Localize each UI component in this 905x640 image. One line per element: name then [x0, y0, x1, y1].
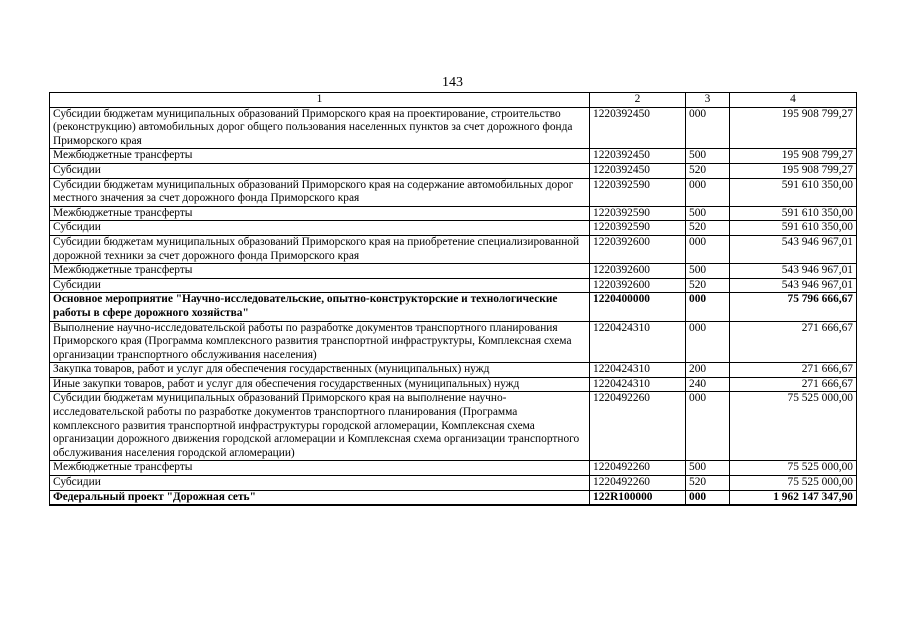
table-row: [50, 107, 857, 149]
row-code-cell: 1220392450: [590, 149, 686, 164]
row-amount-cell: 75 525 000,00: [730, 476, 857, 491]
row-name-cell: Межбюджетные трансферты: [50, 461, 590, 476]
row-code-cell: 1220392450: [590, 163, 686, 178]
row-code-cell: 1220392600: [590, 278, 686, 293]
row-kind-cell: 000: [686, 293, 730, 321]
row-kind-cell: 000: [686, 178, 730, 206]
table-row: [50, 476, 857, 491]
table-row: [50, 321, 857, 363]
table-row: [50, 206, 857, 221]
row-name-cell: Субсидии: [50, 476, 590, 491]
row-kind-cell: 000: [686, 321, 730, 363]
row-kind-cell: 500: [686, 461, 730, 476]
table-row: [50, 235, 857, 263]
row-amount-cell: 271 666,67: [730, 363, 857, 378]
row-amount-cell: 1 962 147 347,90: [730, 490, 857, 505]
row-kind-cell: 520: [686, 476, 730, 491]
row-code-cell: 1220400000: [590, 293, 686, 321]
row-name-cell: Межбюджетные трансферты: [50, 149, 590, 164]
row-code-cell: 1220424310: [590, 363, 686, 378]
row-amount-cell: 75 796 666,67: [730, 293, 857, 321]
row-kind-cell: 000: [686, 392, 730, 461]
row-name-cell: Субсидии бюджетам муниципальных образований Приморского края на приобретение специализированной дорожной техники за счет дорожного фонда Приморского края: [50, 235, 590, 263]
row-name-cell: Иные закупки товаров, работ и услуг для обеспечения государственных (муниципальных) нужд: [50, 377, 590, 392]
header-col-4: 4: [730, 93, 857, 108]
table-row: [50, 278, 857, 293]
row-name-cell: Субсидии: [50, 163, 590, 178]
row-code-cell: 1220392590: [590, 178, 686, 206]
row-kind-cell: 500: [686, 264, 730, 279]
table-header-row: [50, 93, 857, 108]
table-row: [50, 461, 857, 476]
row-name-cell: Субсидии бюджетам муниципальных образований Приморского края на содержание автомобильных дорог местного значения за счет дорожного фонда Приморского края: [50, 178, 590, 206]
table-row: [50, 293, 857, 321]
row-amount-cell: 543 946 967,01: [730, 264, 857, 279]
row-name-cell: Межбюджетные трансферты: [50, 264, 590, 279]
table-row: [50, 363, 857, 378]
row-kind-cell: 500: [686, 206, 730, 221]
row-kind-cell: 520: [686, 221, 730, 236]
row-name-cell: Основное мероприятие "Научно-исследовательские, опытно-конструкторские и технологические работы в сфере дорожного хозяйства": [50, 293, 590, 321]
table-row: [50, 149, 857, 164]
row-code-cell: 1220424310: [590, 321, 686, 363]
budget-table: [49, 92, 857, 506]
row-code-cell: 1220392600: [590, 264, 686, 279]
row-amount-cell: 591 610 350,00: [730, 221, 857, 236]
row-name-cell: Федеральный проект "Дорожная сеть": [50, 490, 590, 505]
table-body: [50, 107, 857, 505]
row-amount-cell: 195 908 799,27: [730, 107, 857, 149]
row-amount-cell: 195 908 799,27: [730, 149, 857, 164]
table-row: [50, 392, 857, 461]
row-kind-cell: 000: [686, 235, 730, 263]
row-kind-cell: 520: [686, 163, 730, 178]
table-row: [50, 490, 857, 505]
row-code-cell: 1220492260: [590, 461, 686, 476]
table-row: [50, 163, 857, 178]
row-amount-cell: 271 666,67: [730, 321, 857, 363]
row-code-cell: 1220392600: [590, 235, 686, 263]
table-row: [50, 264, 857, 279]
header-col-3: 3: [686, 93, 730, 108]
row-name-cell: Субсидии: [50, 278, 590, 293]
row-amount-cell: 195 908 799,27: [730, 163, 857, 178]
row-code-cell: 1220492260: [590, 392, 686, 461]
page-number: 143: [442, 75, 463, 90]
row-amount-cell: 591 610 350,00: [730, 178, 857, 206]
row-code-cell: 1220492260: [590, 476, 686, 491]
header-col-1: 1: [50, 93, 590, 108]
row-kind-cell: 000: [686, 490, 730, 505]
row-kind-cell: 240: [686, 377, 730, 392]
row-code-cell: 1220392590: [590, 206, 686, 221]
row-amount-cell: 543 946 967,01: [730, 235, 857, 263]
row-kind-cell: 500: [686, 149, 730, 164]
header-col-2: 2: [590, 93, 686, 108]
table-row: [50, 377, 857, 392]
row-amount-cell: 591 610 350,00: [730, 206, 857, 221]
row-name-cell: Субсидии: [50, 221, 590, 236]
row-name-cell: Субсидии бюджетам муниципальных образований Приморского края на выполнение научно-исследовательской работы по разработке документов транспортного планирования (Программа комплексного развития транспортной инфраструктуры городской агломерации, Комплексная схема организации дорожного движения городской агломерации и Комплексная схема организации транспортного обслуживания населения городской агломерации): [50, 392, 590, 461]
table-row: [50, 221, 857, 236]
table-row: [50, 178, 857, 206]
row-code-cell: 1220424310: [590, 377, 686, 392]
row-kind-cell: 520: [686, 278, 730, 293]
row-amount-cell: 271 666,67: [730, 377, 857, 392]
row-name-cell: Межбюджетные трансферты: [50, 206, 590, 221]
row-amount-cell: 75 525 000,00: [730, 392, 857, 461]
row-kind-cell: 000: [686, 107, 730, 149]
row-kind-cell: 200: [686, 363, 730, 378]
row-amount-cell: 543 946 967,01: [730, 278, 857, 293]
row-name-cell: Субсидии бюджетам муниципальных образований Приморского края на проектирование, строительство (реконструкцию) автомобильных дорог общего пользования населенных пунктов за счет дорожного фонда Приморского края: [50, 107, 590, 149]
row-name-cell: Закупка товаров, работ и услуг для обеспечения государственных (муниципальных) нужд: [50, 363, 590, 378]
row-code-cell: 122R100000: [590, 490, 686, 505]
row-code-cell: 1220392450: [590, 107, 686, 149]
row-amount-cell: 75 525 000,00: [730, 461, 857, 476]
row-name-cell: Выполнение научно-исследовательской работы по разработке документов транспортного планирования Приморского края (Программа комплексного развития транспортной инфраструктуры, Комплексная схема организации транспортного обслуживания населения): [50, 321, 590, 363]
row-code-cell: 1220392590: [590, 221, 686, 236]
